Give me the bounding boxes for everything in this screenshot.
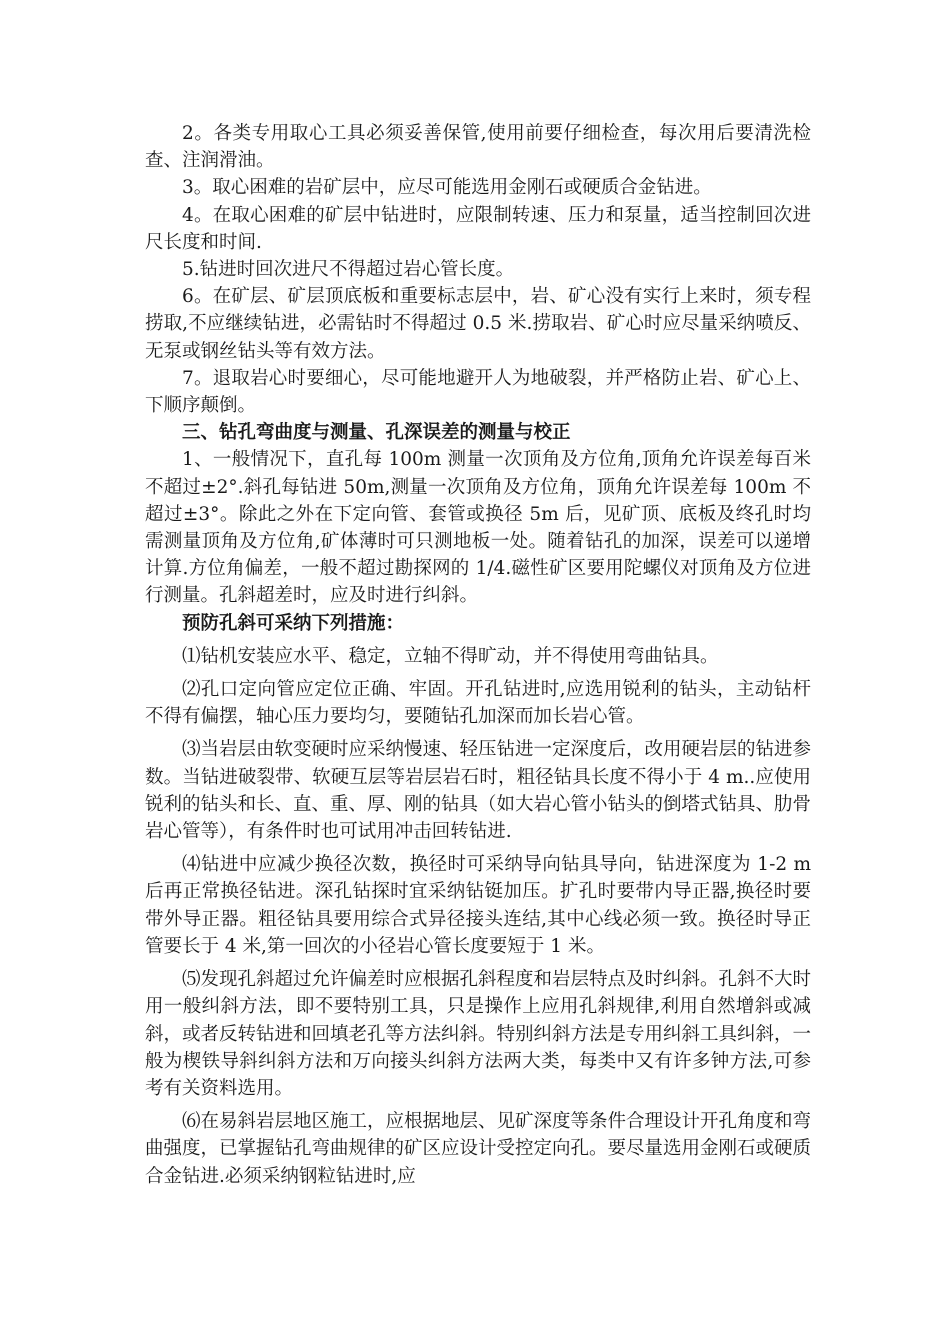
list-item-orientation-pipe: ⑵孔口定向管应定位正确、牢固。开孔钻进时,应选用锐利的钻头，主动钻杆不得有偏摆，轴心压力要均匀，要随钻孔加深而加长岩心管。 (145, 679, 811, 728)
list-item-reduce-diameter-changes: ⑷钻进中应减少换径次数，换径时可采纳导向钻具导向，钻进深度为 1-2 m 后再正常换径钻进。深孔钻探时宜采纳钻铤加压。扩孔时要带内导正器,换径时要带外导正器。粗径钻具要用综合式异径接头连结,其中心线必须一致。换径时导正管要长于 4 米,第一回次的小径岩心管长度要短于 1 米。 (145, 854, 811, 957)
paragraph-measurement-rules: 1、一般情况下，直孔每 100m 测量一次顶角及方位角,顶角允许误差每百米不超过±2°.斜孔每钻进 50m,测量一次顶角及方位角，顶角允许误差每 100m 不超过±3°。除此之外在下定向管、套管或换径 5m 后，见矿顶、底板及终孔时均需测量顶角及方位角,矿体薄时可只测地板一处。随着钻孔的加深，误差可以递增计算.方位角偏差，一般不超过勘探网的 1/4.磁性矿区要用陀螺仪对顶角及方位进行测量。孔斜超差时，应及时进行纠斜。 (145, 449, 811, 607)
paragraph-core-tool-care: 2。各类专用取心工具必须妥善保管,使用前要仔细检查，每次用后要清洗检查、注润滑油。 (145, 123, 811, 172)
subheading-prevention-measures: 预防孔斜可采纳下列措施： (182, 612, 405, 634)
list-item-easy-deviation-strata: ⑹在易斜岩层地区施工，应根据地层、见矿深度等条件合理设计开孔角度和弯曲强度，已掌握钻孔弯曲规律的矿区应设计受控定向孔。要尽量选用金刚石或硬质合金钻进.必须采纳钢粒钻进时,应 (145, 1111, 812, 1187)
list-item-deviation-correction: ⑸发现孔斜超过允许偏差时应根据孔斜程度和岩层特点及时纠斜。孔斜不大时用一般纠斜方法，即不要特别工具，只是操作上应用孔斜规律,利用自然增斜或减斜，或者反转钻进和回填老孔等方法纠斜。特别纠斜方法是专用纠斜工具纠斜，一般为楔铁导斜纠斜方法和万向接头纠斜方法两大类，每类中又有许多钟方法,可参考有关资料选用。 (145, 969, 812, 1099)
list-item-rig-installation: ⑴钻机安装应水平、稳定，立轴不得旷动，并不得使用弯曲钻具。 (182, 645, 719, 667)
list-item-soft-to-hard: ⑶当岩层由软变硬时应采纳慢速、轻压钻进一定深度后，改用硬岩层的钻进参数。当钻进破裂带、软硬互层等岩层岩石时，粗径钻具长度不得小于 4 m..应使用锐利的钻头和长、直、重、厚、刚的钻具（如大岩心管小钻头的倒塔式钻具、肋骨岩心管等），有条件时也可试用冲击回转钻进. (145, 739, 812, 843)
document-page (145, 120, 811, 1190)
paragraph-limit-speed: 4。在取心困难的矿层中钻进时，应限制转速、压力和泵量，适当控制回次进尺长度和时间. (145, 204, 811, 253)
paragraph-run-length: 5.钻进时回次进尺不得超过岩心管长度。 (182, 259, 515, 281)
paragraph-core-removal: 7。退取岩心时要细心，尽可能地避开人为地破裂，并严格防止岩、矿心上、下顺序颠倒。 (145, 367, 811, 417)
paragraph-difficult-strata: 3。取心困难的岩矿层中，应尽可能选用金刚石或硬质合金钻进。 (182, 177, 712, 199)
section-heading-borehole-deviation: 三、钻孔弯曲度与测量、孔深误差的测量与校正 (182, 422, 571, 444)
paragraph-ore-layer: 6。在矿层、矿层顶底板和重要标志层中，岩、矿心没有实行上来时，须专程捞取,不应继续钻进，必需钻时不得超过 0.5 米.捞取岩、矿心时应尽量采纳喷反、无泵或钢丝钻头等有效方法。 (145, 286, 811, 362)
